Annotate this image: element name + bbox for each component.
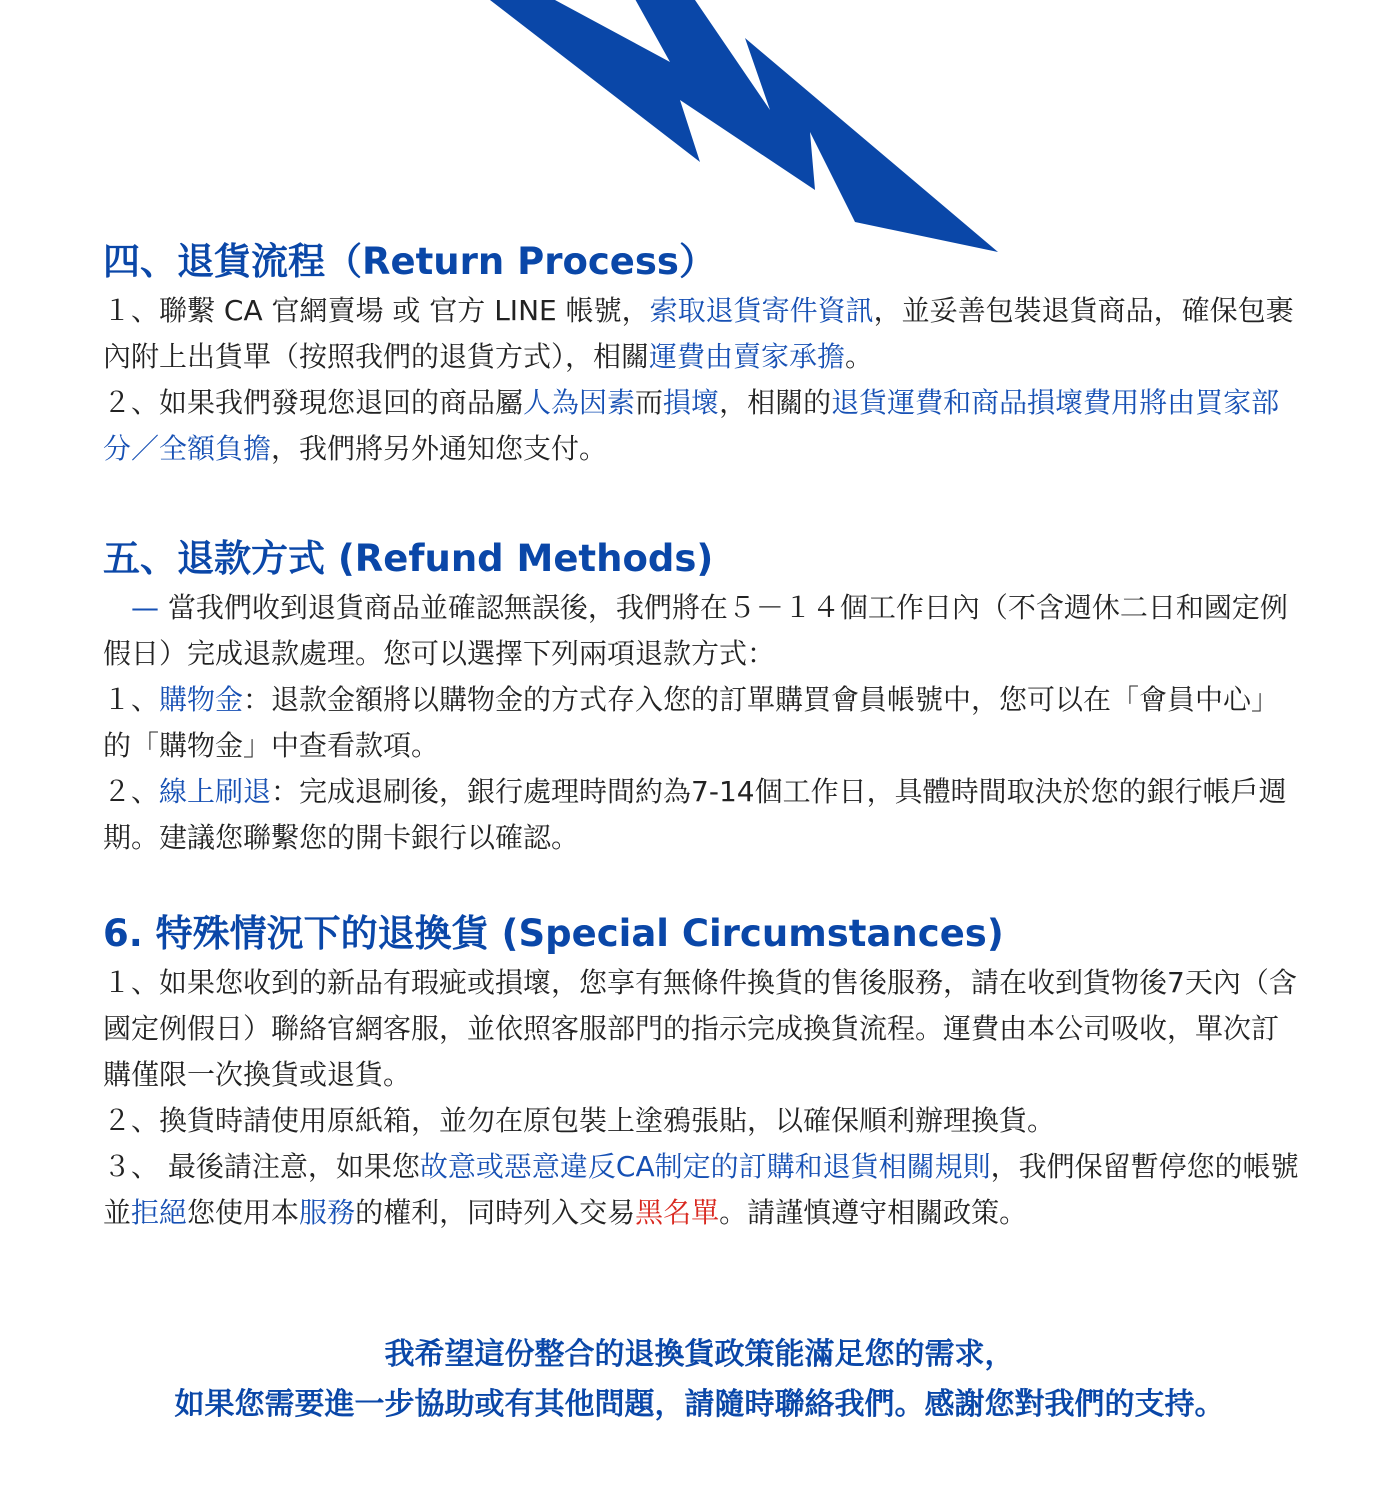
section-special-circumstances: [103, 910, 1303, 1236]
section-refund-methods: [103, 535, 1303, 861]
closing-message: [0, 1330, 1399, 1430]
text: ２、如果我們發現您退回的商品屬: [103, 386, 524, 419]
text: ，我們保留暫停您的帳號並: [103, 1150, 1299, 1229]
text: ，相關的: [719, 386, 832, 419]
section-heading: 四、退貨流程（Return Process）: [103, 240, 716, 283]
paragraph: [103, 585, 1303, 677]
text: 的權利，同時列入交易: [355, 1196, 636, 1229]
text: 。請謹慎遵守相關政策。: [719, 1196, 1028, 1229]
text: 而: [635, 386, 664, 419]
highlight-text: 購物金: [159, 683, 244, 716]
section-heading: 五、退款方式 (Refund Methods): [103, 537, 714, 580]
text: １、聯繫 CA 官網賣場 或 官方 LINE 帳號，: [103, 294, 650, 327]
text: 您使用本: [187, 1196, 300, 1229]
highlight-text: 服務: [299, 1196, 356, 1229]
paragraph: １、如果您收到的新品有瑕疵或損壞，您享有無條件換貨的售後服務，請在收到貨物後7天內（含國定例假日）聯絡官網客服，並依照客服部門的指示完成換貨流程。運費由本公司吸收，單次訂購僅限一次換貨或退貨。: [103, 966, 1297, 1091]
paragraph: [103, 380, 1303, 472]
text: ３、 最後請注意，如果您: [103, 1150, 420, 1183]
text: ２、: [103, 775, 160, 808]
paragraph: [103, 1144, 1303, 1236]
section-heading: 6. 特殊情況下的退換貨 (Special Circumstances): [103, 912, 1004, 955]
text: 當我們收到退貨商品並確認無誤後，我們將在５－１４個工作日內（不含週休二日和國定例假日）完成退款處理。您可以選擇下列兩項退款方式：: [103, 591, 1288, 670]
text: ，我們將另外通知您支付。: [271, 432, 608, 465]
paragraph: ２、換貨時請使用原紙箱，並勿在原包裝上塗鴉張貼，以確保順利辦理換貨。: [103, 1104, 1056, 1137]
text: ：退款金額將以購物金的方式存入您的訂單購買會員帳號中，您可以在「會員中心」的「購物金」中查看款項。: [103, 683, 1280, 762]
dash-marker: —: [103, 591, 160, 624]
section-body: [103, 585, 1303, 861]
lightning-bolt-graphic: [480, 0, 1010, 255]
paragraph: [103, 769, 1303, 861]
text: 。: [845, 340, 874, 373]
closing-line: 如果您需要進一步協助或有其他問題，請隨時聯絡我們。感謝您對我們的支持。: [174, 1387, 1225, 1422]
highlight-text: 損壞: [663, 386, 720, 419]
section-body: [103, 960, 1303, 1236]
paragraph: [103, 288, 1303, 380]
highlight-text: 拒絕: [131, 1196, 188, 1229]
text: ，並妥善包裝退貨商品，確保包裹內附上出貨單（按照我們的退貨方式），相關: [103, 294, 1294, 373]
lightning-bolt-shape: [490, 0, 998, 252]
highlight-text: 運費由賣家承擔: [649, 340, 846, 373]
paragraph: [103, 677, 1303, 769]
text: １、: [103, 683, 160, 716]
highlight-text: 退貨運費和商品損壞費用將由買家部分／全額負擔: [103, 386, 1280, 465]
highlight-text: 故意或惡意違反CA制定的訂購和退貨相關規則: [419, 1150, 991, 1183]
section-body: [103, 288, 1303, 472]
closing-line: 我希望這份整合的退換貨政策能滿足您的需求，: [384, 1337, 1015, 1372]
blacklist-warning-text: 黑名單: [635, 1196, 720, 1229]
section-return-process: [103, 238, 1303, 472]
highlight-text: 索取退貨寄件資訊: [649, 294, 874, 327]
highlight-text: 人為因素: [523, 386, 636, 419]
text: ：完成退刷後，銀行處理時間約為7-14個工作日，具體時間取決於您的銀行帳戶週期。建議您聯繫您的開卡銀行以確認。: [103, 775, 1287, 854]
highlight-text: 線上刷退: [159, 775, 272, 808]
